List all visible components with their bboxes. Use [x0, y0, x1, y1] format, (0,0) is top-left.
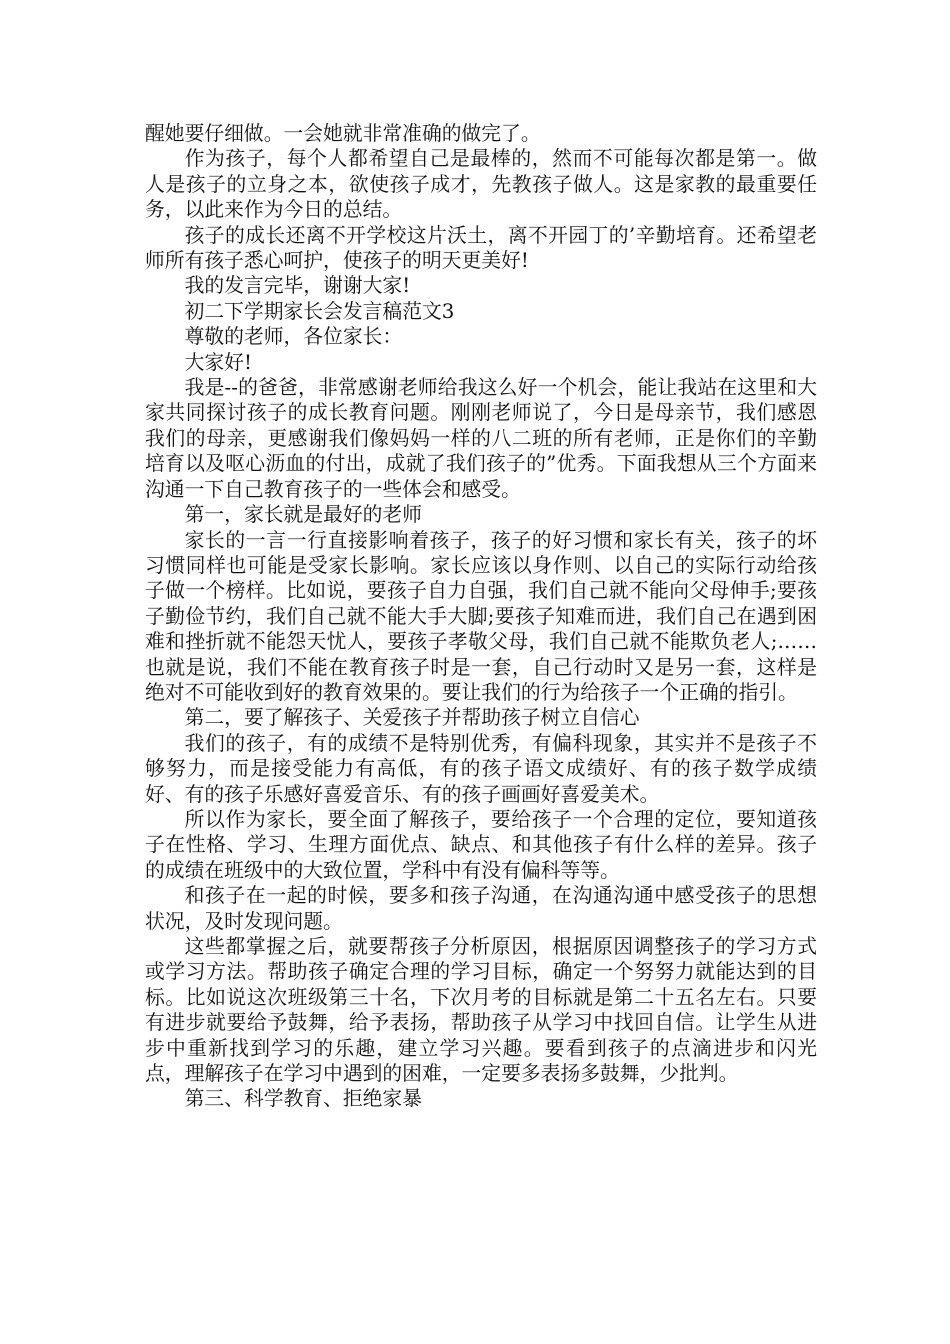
paragraph-1: 醒她要仔细做。一会她就非常准确的做完了。 [145, 122, 541, 145]
paragraph-2: 作为孩子，每个人都希望自己是最棒的，然而不可能每次都是第一。做人是孩子的立身之本，欲使孩子成才，先教孩子做人。这是家教的最重要任务，以此来作为今日的总结。 [145, 147, 817, 222]
point-two-body-3: 和孩子在一起的时候，要多和孩子沟通，在沟通沟通中感受孩子的思想状况，及时发现问题。 [145, 884, 817, 933]
section-heading-3: 初二下学期家长会发言稿范文3 [184, 299, 455, 323]
point-two-heading: 第二，要了解孩子、关爱孩子并帮助孩子树立自信心 [184, 706, 640, 730]
point-two-body-1: 我们的孩子，有的成绩不是特别优秀，有偏科现象，其实并不是孩子不够努力，而是接受能力有高低，有的孩子语文成绩好、有的孩子数学成绩好、有的孩子乐感好喜爱音乐、有的孩子画画好喜爱美术。 [145, 731, 817, 806]
document-body [145, 121, 817, 1112]
intro-paragraph: 我是--的爸爸，非常感谢老师给我这么好一个机会，能让我站在这里和大家共同探讨孩子的成长教育问题。刚刚老师说了，今日是母亲节，我们感恩我们的母亲，更感谢我们像妈妈一样的八二班的所有老师，正是你们的辛勤培育以及呕心沥血的付出，成就了我们孩子的”优秀。下面我想从三个方面来沟通一下自己教育孩子的一些体会和感受。 [145, 376, 817, 501]
point-three-heading: 第三、科学教育、拒绝家暴 [184, 1087, 422, 1111]
point-one-heading: 第一，家长就是最好的老师 [184, 503, 422, 527]
salutation: 尊敬的老师，各位家长： [184, 325, 403, 349]
paragraph-3: 孩子的成长还离不开学校这片沃土，离不开园丁的’辛勤培育。还希望老师所有孩子悉心呵护，使孩子的明天更美好! [145, 223, 817, 273]
point-one-body: 家长的一言一行直接影响着孩子，孩子的好习惯和家长有关，孩子的坏习惯同样也可能是受家长影响。家长应该以身作则、以自己的实际行动给孩子做一个榜样。比如说，要孩子自力自强，我们自己就不能向父母伸手;要孩子勤俭节约，我们自己就不能大手大脚;要孩子知难而进，我们自己在遇到困难和挫折就不能怨天忧人，要孩子孝敬父母，我们自己就不能欺负老人;……也就是说，我们不能在教育孩子时是一套，自己行动时又是另一套，这样是绝对不可能收到好的教育效果的。要让我们的行为给孩子一个正确的指引。 [145, 528, 817, 704]
greeting: 大家好! [184, 350, 252, 374]
point-two-body-2: 所以作为家长，要全面了解孩子，要给孩子一个合理的定位，要知道孩子在性格、学习、生理方面优点、缺点、和其他孩子有什么样的差异。孩子的成绩在班级中的大致位置，学科中有没有偏科等等。 [145, 807, 817, 882]
closing-line: 我的发言完毕，谢谢大家! [184, 274, 411, 298]
point-two-body-4: 这些都掌握之后，就要帮孩子分析原因，根据原因调整孩子的学习方式或学习方法。帮助孩子确定合理的学习目标，确定一个努努力就能达到的目标。比如说这次班级第三十名，下次月考的目标就是第二十五名左右。只要有进步就要给予鼓舞，给予表扬，帮助孩子从学习中找回自信。让学生从进步中重新找到学习的乐趣，建立学习兴趣。要看到孩子的点滴进步和闪光点，理解孩子在学习中遇到的困难，一定要多表扬多鼓舞，少批判。 [145, 935, 817, 1086]
